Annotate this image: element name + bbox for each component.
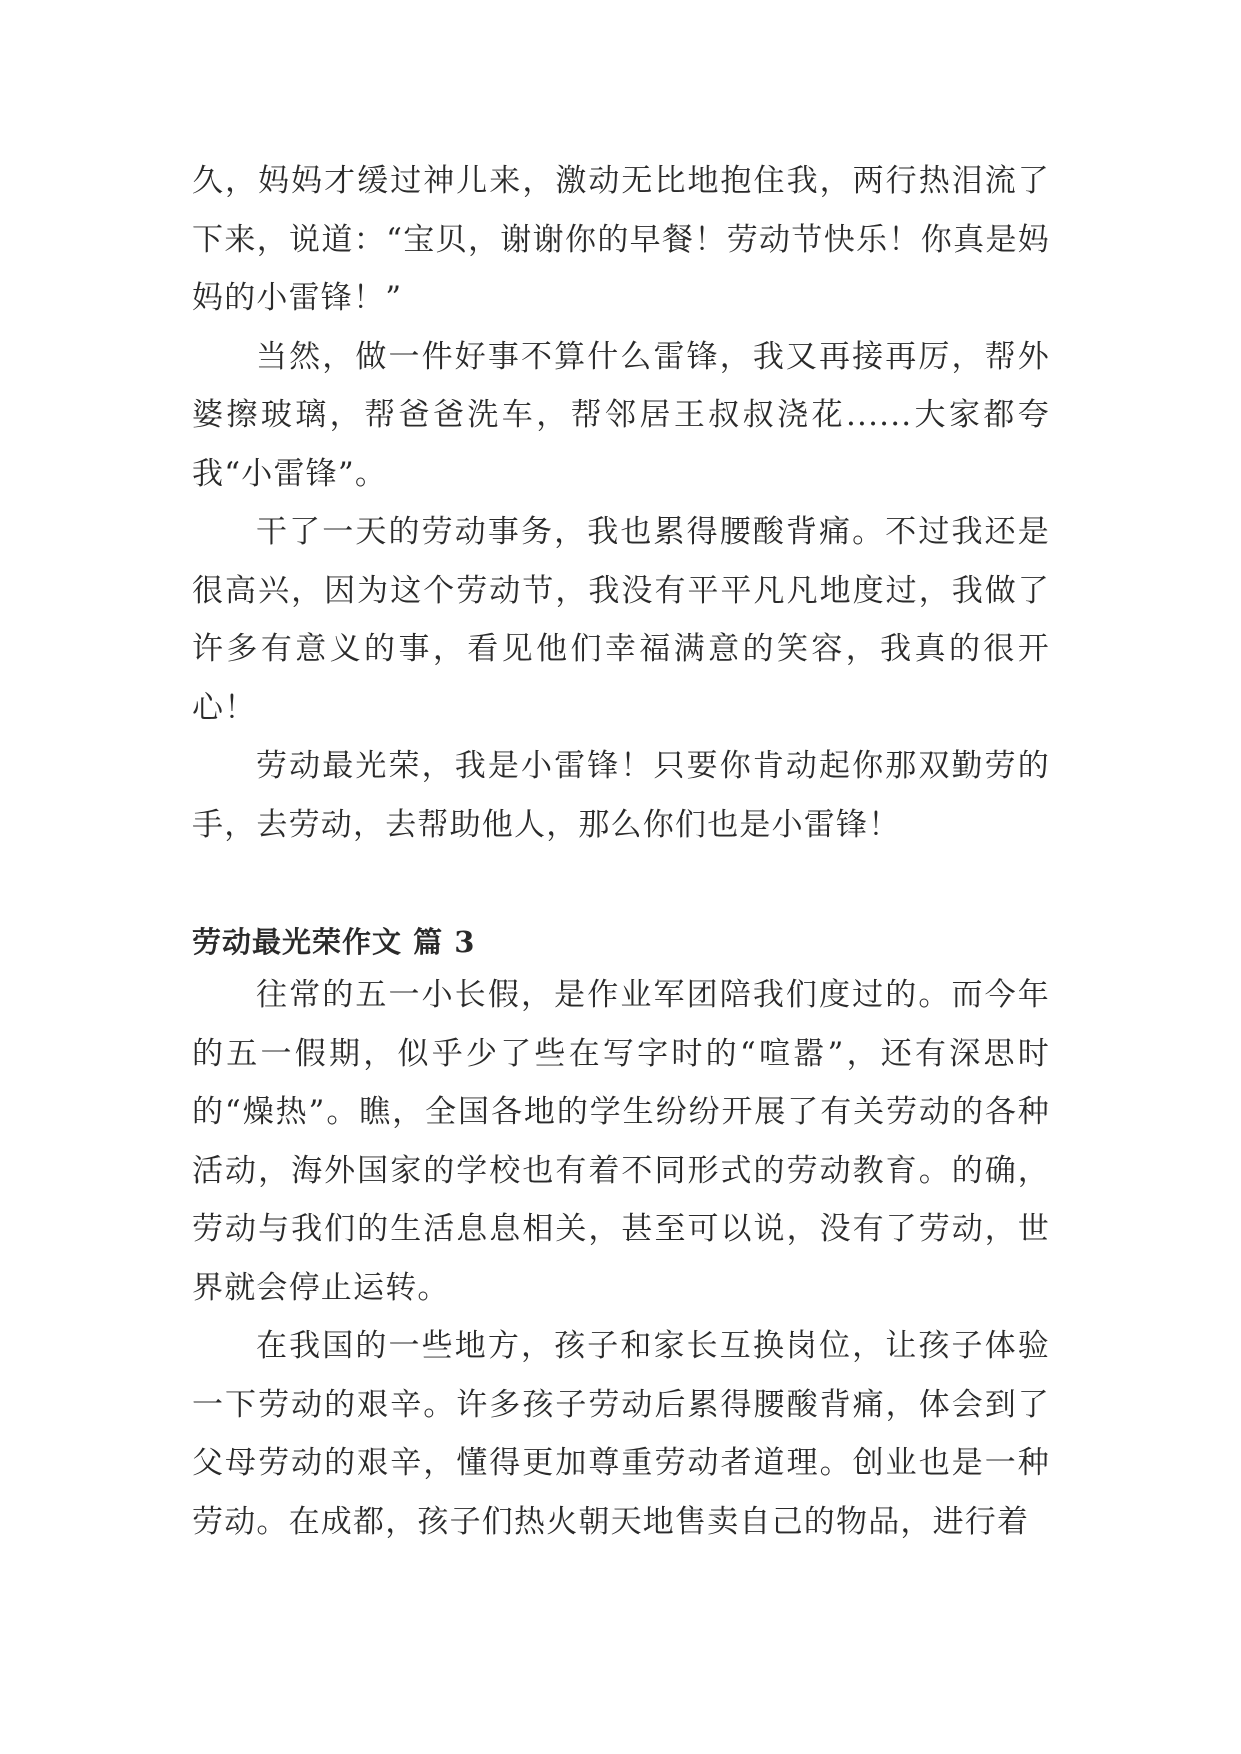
section-heading: 劳动最光荣作文 篇 3 <box>192 925 476 959</box>
paragraph-may-day-holiday: 往常的五一小长假，是作业军团陪我们度过的。而今年的五一假期，似乎少了些在写字时的“喧嚣”，还有深思时的“燥热”。瞧，全国各地的学生纷纷开展了有关劳动的各种活动，海外国家的学校也有着不同形式的劳动教育。的确，劳动与我们的生活息息相关，甚至可以说，没有了劳动，世界就会停止运转。 <box>192 977 1050 1306</box>
paragraph-children-experience: 在我国的一些地方，孩子和家长互换岗位，让孩子体验一下劳动的艰辛。许多孩子劳动后累得腰酸背痛，体会到了父母劳动的艰辛，懂得更加尊重劳动者道理。创业也是一种劳动。在成都，孩子们热火朝天地售卖自己的物品，进行着 <box>192 1328 1050 1540</box>
essay-section-3 <box>192 966 1050 1551</box>
paragraph-tired-but-happy: 干了一天的劳动事务，我也累得腰酸背痛。不过我还是很高兴，因为这个劳动节，我没有平平凡凡地度过，我做了许多有意义的事，看见他们幸福满意的笑容，我真的很开心！ <box>192 514 1050 726</box>
paragraph-conclusion: 劳动最光荣，我是小雷锋！只要你肯动起你那双勤劳的手，去劳动，去帮助他人，那么你们也是小雷锋！ <box>192 748 1050 843</box>
paragraph-more-good-deeds: 当然，做一件好事不算什么雷锋，我又再接再厉，帮外婆擦玻璃，帮爸爸洗车，帮邻居王叔叔浇花......大家都夸我“小雷锋”。 <box>192 338 1050 492</box>
essay-continuation <box>192 152 1050 854</box>
paragraph-mother-reaction: 久，妈妈才缓过神儿来，激动无比地抱住我，两行热泪流了下来，说道：“宝贝，谢谢你的早餐！劳动节快乐！你真是妈妈的小雷锋！” <box>192 163 1050 316</box>
